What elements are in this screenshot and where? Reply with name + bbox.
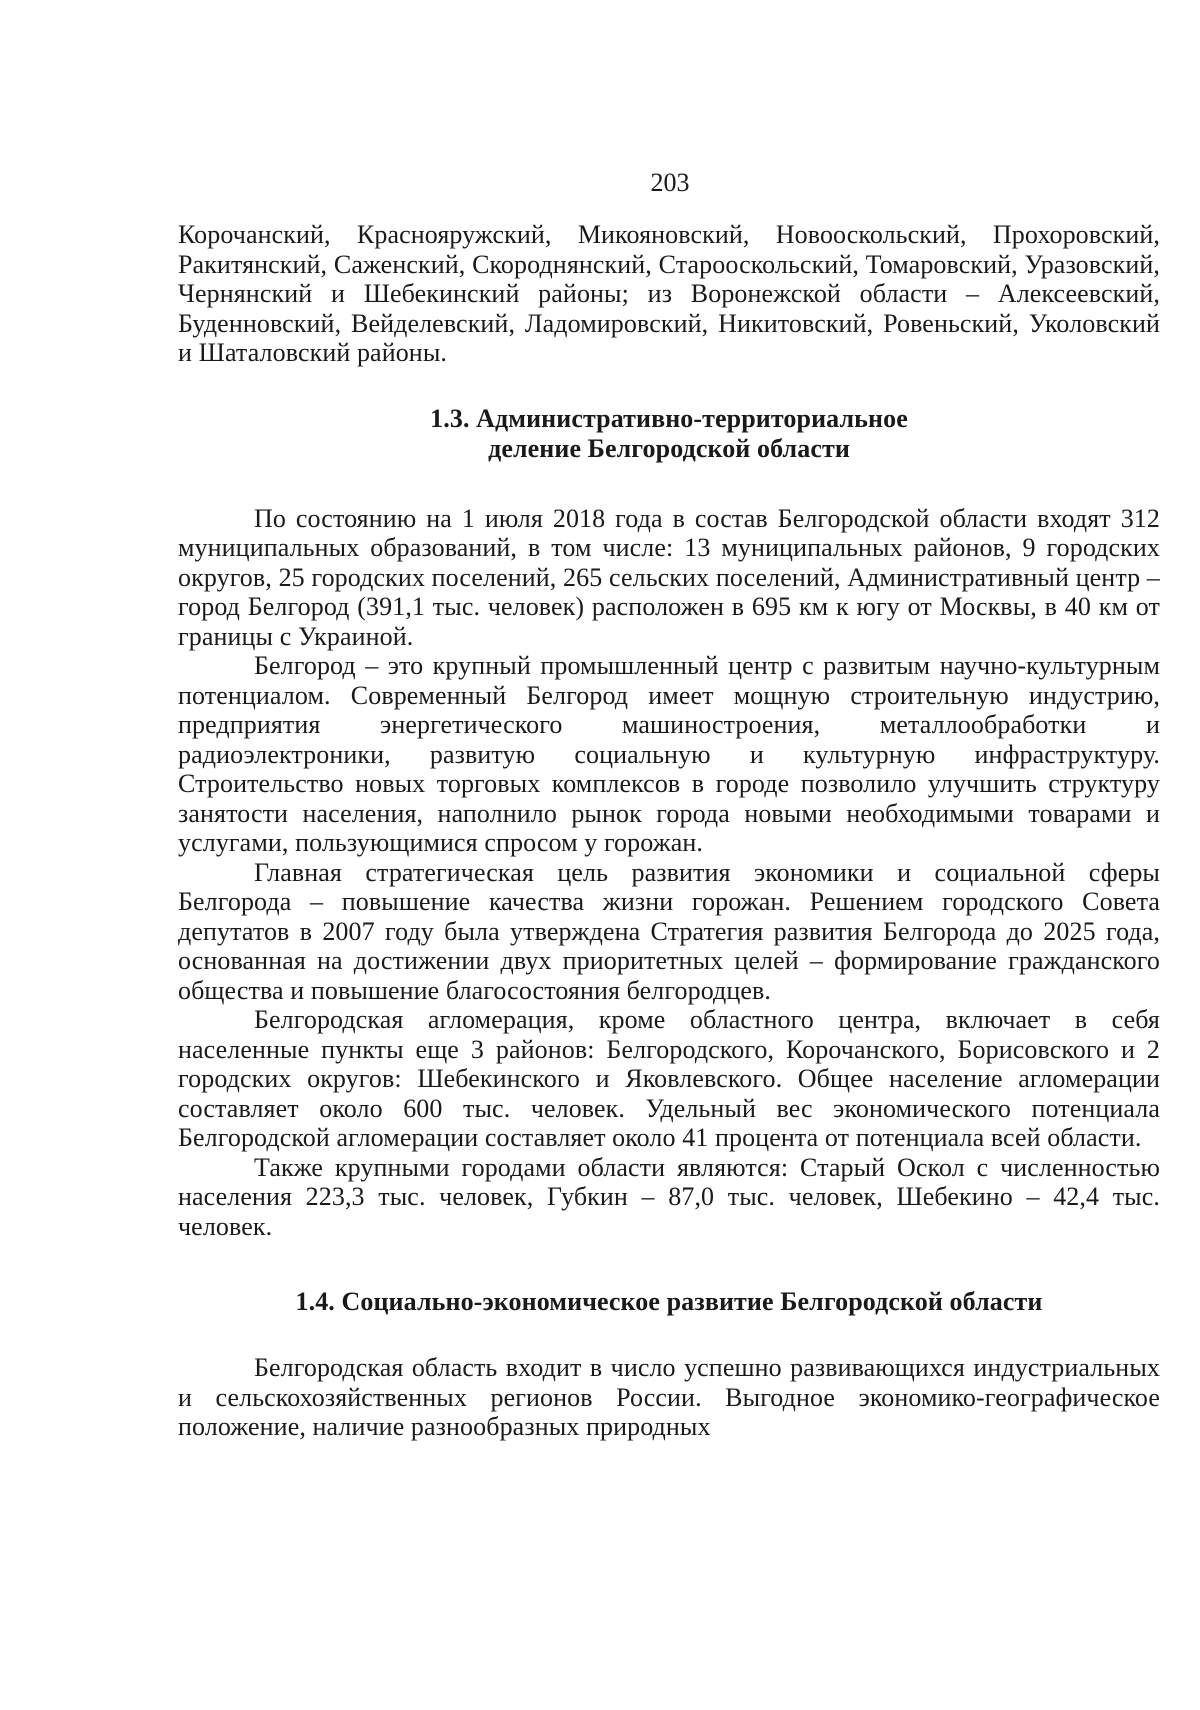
section-1-3-heading-line2: деление Белгородской области [488, 433, 850, 463]
paragraph-strategic-goal: Главная стратегическая цель развития экономики и социальной сферы Белгорода – повышение качества жизни горожан. Решением городского Совета депутатов в 2007 году была утверждена Стратегия развития Белгорода до 2025 года, основанная на достижении двух приоритетных целей – формирование гражданского общества и повышение благосостояния белгородцев. [178, 857, 1160, 1005]
paragraph-large-cities: Также крупными городами области являются: Старый Оскол с численностью населения 223,3 тыс. человек, Губкин – 87,0 тыс. человек, Шебекино – 42,4 тыс. человек. [178, 1152, 1160, 1241]
section-1-4-heading: 1.4. Социально-экономическое развитие Белгородской области [295, 1287, 1043, 1316]
paragraph-municipal-structure: По состоянию на 1 июля 2018 года в состав Белгородской области входят 312 муниципальных образований, в том числе: 13 муниципальных районов, 9 городских округов, 25 городских поселений, 265 сельских поселений, Административный центр – город Белгород (391,1 тыс. человек) расположен в 695 км к югу от Москвы, в 40 км от границы с Украиной. [178, 503, 1160, 651]
paragraph-socio-economic: Белгородская область входит в число успешно развивающихся индустриальных и сельскохозяйственных регионов России. Выгодное экономико-географическое положение, наличие разнообразных природных [178, 1353, 1160, 1441]
section-1-3-heading [178, 404, 1160, 464]
page-content [178, 220, 1160, 1442]
section-1-3-heading-line1: 1.3. Административно-территориальное [430, 403, 908, 433]
page-number: 203 [650, 168, 690, 197]
intro-paragraph: Корочанский, Краснояружский, Микояновский, Новооскольский, Прохоровский, Ракитянский, Саженский, Скороднянский, Старооскольский, Томаровский, Уразовский, Чернянский и Шебекинский районы; из Воронежской области – Алексеевский, Буденновский, Вейделевский, Ладомировский, Никитовский, Ровеньский, Уколовский и Шаталовский районы. [178, 220, 1160, 367]
paragraph-agglomeration: Белгородская агломерация, кроме областного центра, включает в себя населенные пункты еще 3 районов: Белгородского, Корочанского, Борисовского и 2 городских округов: Шебекинского и Яковлевского. Общее население агломерации составляет около 600 тыс. человек. Удельный вес экономического потенциала Белгородской агломерации составляет около 41 процента от потенциала всей области. [178, 1005, 1160, 1152]
paragraph-belgorod-industry: Белгород – это крупный промышленный центр с развитым научно-культурным потенциалом. Современный Белгород имеет мощную строительную индустрию, предприятия энергетического машиностроения, металлообработки и радиоэлектроники, развитую социальную и культурную инфраструктуру. Строительство новых торговых комплексов в городе позволило улучшить структуру занятости населения, наполнило рынок города новыми необходимыми товарами и услугами, пользующимися спросом у горожан. [178, 651, 1160, 857]
